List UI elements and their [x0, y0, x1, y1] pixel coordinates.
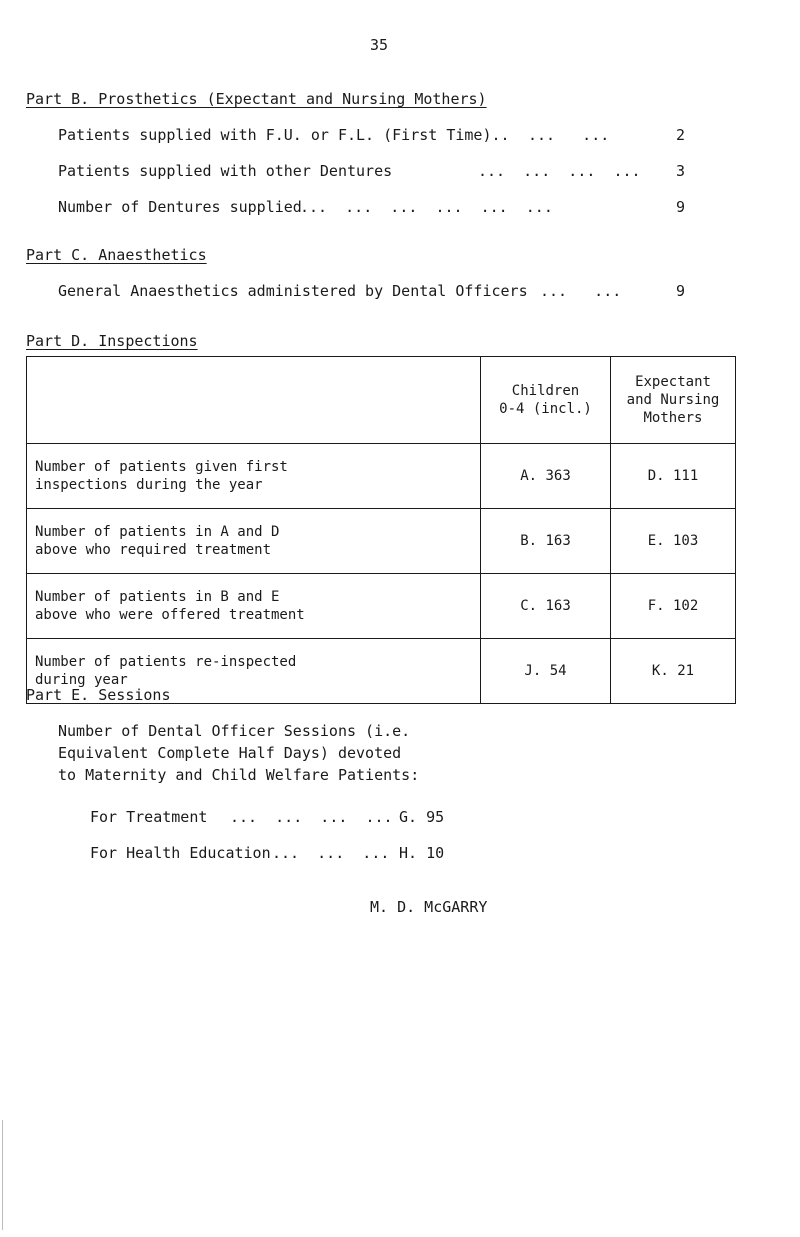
part-e-intro-line: to Maternity and Child Welfare Patients: — [58, 766, 420, 784]
children-value: A. 363 — [481, 444, 611, 509]
row-label: Number of patients given first inspections during the year — [27, 444, 481, 509]
part-e-row-leader: ... ... ... ... — [230, 808, 393, 826]
part-b-row-label: Patients supplied with other Dentures — [58, 162, 393, 180]
part-e-row-value: G. 95 — [399, 808, 445, 826]
table-header-row — [27, 357, 736, 444]
children-value: B. 163 — [481, 509, 611, 574]
table-row — [27, 444, 736, 509]
part-e-row-label: For Treatment — [90, 808, 208, 826]
row-label: Number of patients re-inspected during year — [27, 639, 481, 704]
part-c-row-leader: ... ... — [540, 282, 622, 300]
part-b-row-value: 3 — [676, 162, 686, 180]
mothers-value: E. 103 — [611, 509, 736, 574]
page-edge-line — [2, 1120, 3, 1230]
part-e-row-label: For Health Education — [90, 844, 271, 862]
children-value: C. 163 — [481, 574, 611, 639]
mothers-value: K. 21 — [611, 639, 736, 704]
column-header-children: Children 0-4 (incl.) — [481, 357, 611, 444]
part-b-row-leader: ... ... ... ... ... ... — [300, 198, 553, 216]
part-e-intro-line: Number of Dental Officer Sessions (i.e. — [58, 722, 411, 740]
signature: M. D. McGARRY — [370, 898, 488, 916]
column-header-mothers: Expectant and Nursing Mothers — [611, 357, 736, 444]
row-label: Number of patients in B and E above who were offered treatment — [27, 574, 481, 639]
part-b-row-value: 2 — [676, 126, 686, 144]
part-b-row-value: 9 — [676, 198, 686, 216]
mothers-value: D. 111 — [611, 444, 736, 509]
part-e-row-value: H. 10 — [399, 844, 445, 862]
part-b-row-label: Patients supplied with F.U. or F.L. (First Time).. — [58, 126, 510, 144]
part-b-row-leader: ... ... ... ... — [478, 162, 641, 180]
part-e-row-leader: ... ... ... — [272, 844, 390, 862]
part-c-row-label: General Anaesthetics administered by Dental Officers — [58, 282, 528, 300]
table-row — [27, 509, 736, 574]
part-e-heading: Part E. Sessions — [26, 686, 171, 704]
part-b-heading: Part B. Prosthetics (Expectant and Nursing Mothers) — [26, 90, 487, 108]
part-d-heading: Part D. Inspections — [26, 332, 198, 350]
mothers-value: F. 102 — [611, 574, 736, 639]
table-corner — [27, 357, 481, 444]
children-value: J. 54 — [481, 639, 611, 704]
part-c-row-value: 9 — [676, 282, 686, 300]
part-e-intro-line: Equivalent Complete Half Days) devoted — [58, 744, 402, 762]
part-c-heading: Part C. Anaesthetics — [26, 246, 207, 264]
part-b-row-leader: ... ... — [528, 126, 610, 144]
table-row — [27, 574, 736, 639]
row-label: Number of patients in A and D above who required treatment — [27, 509, 481, 574]
page-number: 35 — [370, 36, 389, 54]
inspections-table — [26, 356, 736, 704]
part-b-row-label: Number of Dentures supplied — [58, 198, 302, 216]
